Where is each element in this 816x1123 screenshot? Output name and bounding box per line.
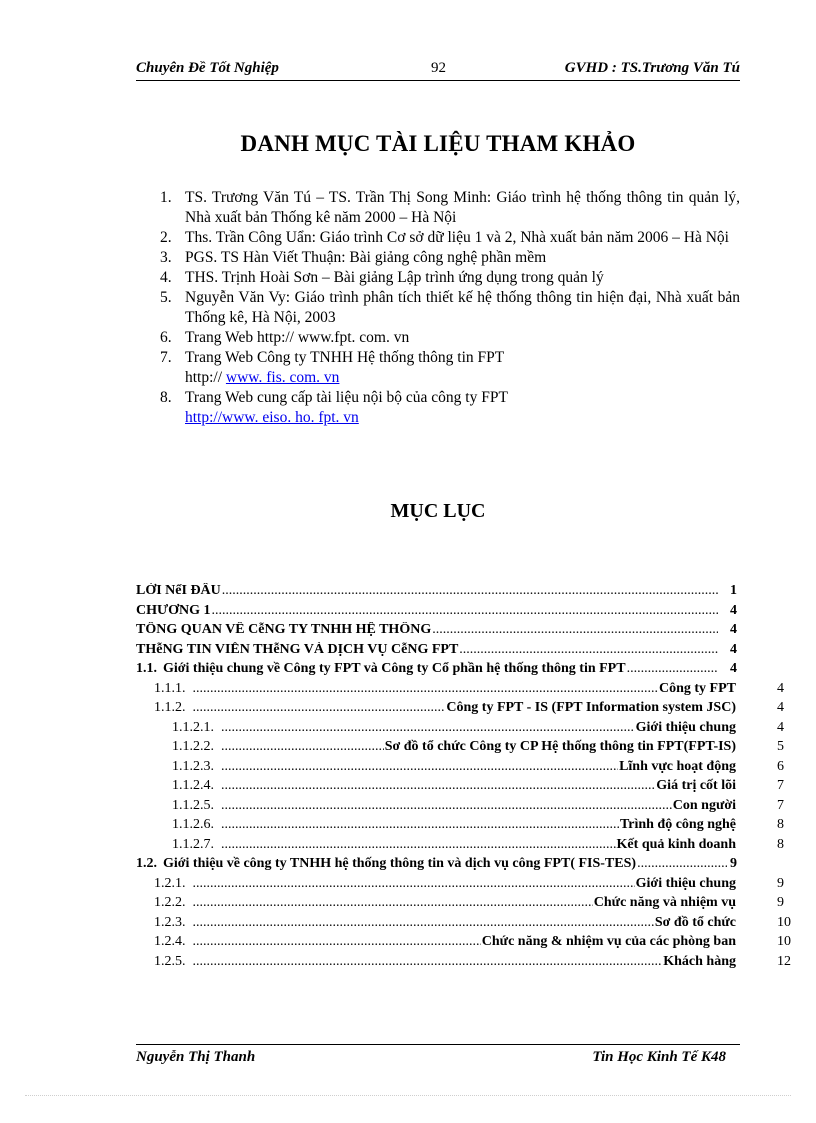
toc-entry[interactable]: [136, 856, 816, 876]
toc-entry-page: 4: [777, 700, 784, 715]
toc-entry[interactable]: [136, 837, 816, 857]
toc-entry-label: Con người: [672, 797, 736, 813]
toc-leader-dots: [193, 954, 663, 970]
reference-item: 5. Nguyễn Văn Vy: Giáo trình phân tích thiết kế hệ thống thông tin hiện đại, Nhà xuất bản Thống kê, Hà Nội, 2003: [160, 289, 740, 326]
toc-entry-page: 8: [777, 817, 784, 832]
toc-entry-label: CHƯƠNG 1: [136, 602, 211, 618]
toc-leader-dots: [221, 817, 619, 833]
header-advisor: GVHD : TS.Trương Văn Tú: [564, 60, 740, 76]
page-footer: [136, 1044, 740, 1071]
toc-leader-dots: [193, 934, 481, 950]
toc-entry-page: 10: [777, 914, 791, 930]
toc-entry-label: LỜI NểI ĐẦU: [136, 583, 221, 598]
toc-entry-page: 12: [777, 953, 791, 969]
toc-leader-dots: [627, 661, 718, 677]
toc-entry-label: Giá trị cốt lõi: [656, 778, 736, 793]
toc-entry-label: THễNG TIN VIỄN THễNG VÀ DỊCH VỤ CễNG FPT: [136, 641, 459, 657]
toc-entry-label: Sơ đồ tổ chức Công ty CP Hệ thống thông tin FPT(FPT-IS): [384, 739, 736, 754]
toc-entry[interactable]: [136, 778, 816, 798]
toc-leader-dots: [221, 798, 672, 814]
toc-entry-page: 9: [777, 895, 784, 910]
toc-entry-page: 4: [777, 680, 784, 696]
toc-entry-number: 1.1.2.6.: [172, 817, 214, 832]
toc-entry-label: Chức năng & nhiệm vụ của các phòng ban: [481, 934, 736, 949]
reference-item: 2. Ths. Trần Công Uẩn: Giáo trình Cơ sở dữ liệu 1 và 2, Nhà xuất bản năm 2006 – Hà Nội: [160, 229, 729, 246]
toc-entry[interactable]: [136, 681, 816, 701]
toc-entry-page: 8: [777, 836, 784, 852]
reference-item: 3. PGS. TS Hàn Viết Thuận: Bài giảng công nghệ phần mềm: [160, 249, 547, 266]
table-of-contents: [136, 583, 816, 973]
toc-entry-label: Sơ đồ tổ chức: [654, 914, 736, 930]
toc-entry-number: 1.2.4.: [154, 934, 186, 949]
toc-entry[interactable]: [136, 915, 816, 935]
page-header: [136, 58, 740, 81]
toc-entry[interactable]: [136, 642, 816, 662]
reference-item: 6. Trang Web http:// www.fpt. com. vn: [160, 329, 410, 346]
toc-entry-number: 1.2.: [136, 856, 157, 871]
toc-leader-dots: [432, 622, 718, 638]
toc-leader-dots: [222, 583, 718, 599]
toc-entry-page: 9: [730, 856, 737, 871]
references-title: DANH MỤC TÀI LIỆU THAM KHẢO: [240, 131, 636, 156]
toc-entry-page: 5: [777, 739, 784, 754]
toc-entry-page: 7: [777, 797, 784, 813]
references-list: [160, 188, 740, 428]
toc-entry-number: 1.2.1.: [154, 875, 186, 891]
toc-entry-page: 4: [730, 602, 737, 618]
toc-leader-dots: [193, 681, 659, 697]
toc-entry-page: 10: [777, 934, 791, 949]
reference-item: 7. Trang Web Công ty TNHH Hệ thống thông tin FPT http:// www. fis. com. vn: [160, 349, 505, 386]
toc-entry-number: 1.1.2.2.: [172, 739, 214, 754]
toc-entry-page: 4: [730, 641, 737, 657]
toc-entry-page: 4: [777, 719, 784, 735]
toc-entry[interactable]: [136, 759, 816, 779]
toc-entry-number: 1.1.2.: [154, 700, 186, 715]
toc-entry[interactable]: [136, 720, 816, 740]
toc-entry-number: 1.1.2.4.: [172, 778, 214, 793]
toc-entry-number: 1.1.2.3.: [172, 758, 214, 774]
toc-entry-label: Giới thiệu chung: [635, 719, 736, 735]
toc-entry-label: Giới thiệu về công ty TNHH hệ thống thông tin và dịch vụ công FPT( FIS-TES): [163, 856, 637, 871]
toc-entry-number: 1.2.2.: [154, 895, 186, 910]
footer-author: Nguyễn Thị Thanh: [136, 1049, 256, 1065]
toc-entry-number: 1.1.2.5.: [172, 797, 214, 813]
page-divider: [25, 1095, 791, 1096]
toc-entry-number: 1.1.1.: [154, 680, 186, 696]
toc-entry-number: 1.2.3.: [154, 914, 186, 930]
toc-entry-page: 4: [730, 622, 737, 637]
toc-entry-label: Trình độ công nghệ: [619, 817, 736, 832]
toc-entry[interactable]: [136, 622, 816, 642]
toc-leader-dots: [221, 759, 618, 775]
toc-entry-page: 6: [777, 758, 784, 774]
toc-entry[interactable]: [136, 954, 816, 974]
toc-entry[interactable]: [136, 739, 816, 759]
toc-entry-page: 7: [777, 778, 784, 793]
toc-entry[interactable]: [136, 934, 816, 954]
toc-entry-page: 4: [730, 661, 737, 676]
toc-leader-dots: [221, 739, 384, 755]
eiso-link[interactable]: http://www. eiso. ho. fpt. vn: [185, 409, 359, 426]
toc-entry[interactable]: [136, 876, 816, 896]
toc-entry-number: 1.1.2.7.: [172, 836, 214, 852]
toc-entry-page: 1: [730, 583, 737, 598]
toc-entry[interactable]: [136, 895, 816, 915]
toc-entry-page: 9: [777, 875, 784, 891]
toc-entry[interactable]: [136, 661, 816, 681]
toc-leader-dots: [221, 720, 635, 736]
toc-leader-dots: [193, 700, 446, 716]
toc-entry-label: Công ty FPT - IS (FPT Information system JSC): [446, 700, 736, 715]
toc-leader-dots: [459, 642, 718, 658]
toc-entry-label: Chức năng và nhiệm vụ: [593, 895, 736, 910]
toc-entry[interactable]: [136, 700, 816, 720]
toc-leader-dots: [221, 778, 655, 794]
toc-entry-number: 1.2.5.: [154, 953, 186, 969]
footer-class: Tin Học Kinh Tế K48: [592, 1049, 726, 1065]
toc-leader-dots: [212, 603, 718, 619]
toc-entry-label: Giới thiệu chung: [635, 875, 736, 891]
toc-leader-dots: [637, 856, 727, 872]
fis-link[interactable]: www. fis. com. vn: [225, 369, 340, 386]
toc-entry-label: TỔNG QUAN VỀ CễNG TY TNHH HỆ THỐNG: [136, 622, 432, 637]
toc-entry[interactable]: [136, 583, 816, 603]
toc-leader-dots: [193, 915, 654, 931]
toc-leader-dots: [193, 895, 593, 911]
toc-entry-number: 1.1.2.1.: [172, 719, 214, 735]
toc-entry-label: Khách hàng: [663, 953, 736, 969]
toc-leader-dots: [193, 876, 635, 892]
toc-leader-dots: [221, 837, 616, 853]
toc-title: MỤC LỤC: [390, 500, 486, 522]
toc-entry[interactable]: [136, 817, 816, 837]
reference-item: 1. TS. Trương Văn Tú – TS. Trần Thị Song Minh: Giáo trình hệ thống thông tin quản lý, Nhà xuất bản Thống kê năm 2000 – Hà Nội: [160, 189, 740, 226]
header-title: Chuyên Đề Tốt Nghiệp: [136, 60, 279, 76]
toc-entry-label: Công ty FPT: [659, 680, 736, 696]
reference-item: 4. THS. Trịnh Hoài Sơn – Bài giảng Lập trình ứng dụng trong quản lý: [160, 269, 604, 286]
toc-entry-label: Kết quả kinh doanh: [616, 836, 736, 852]
toc-entry-label: Giới thiệu chung về Công ty FPT và Công ty Cổ phần hệ thống thông tin FPT: [163, 661, 626, 676]
toc-entry-number: 1.1.: [136, 661, 157, 676]
toc-entry[interactable]: [136, 798, 816, 818]
toc-entry[interactable]: [136, 603, 816, 623]
header-page-number: 92: [431, 60, 446, 76]
toc-entry-label: Lĩnh vực hoạt động: [619, 758, 736, 774]
reference-item: 8. Trang Web cung cấp tài liệu nội bộ của công ty FPT http://www. eiso. ho. fpt. vn: [160, 389, 508, 426]
